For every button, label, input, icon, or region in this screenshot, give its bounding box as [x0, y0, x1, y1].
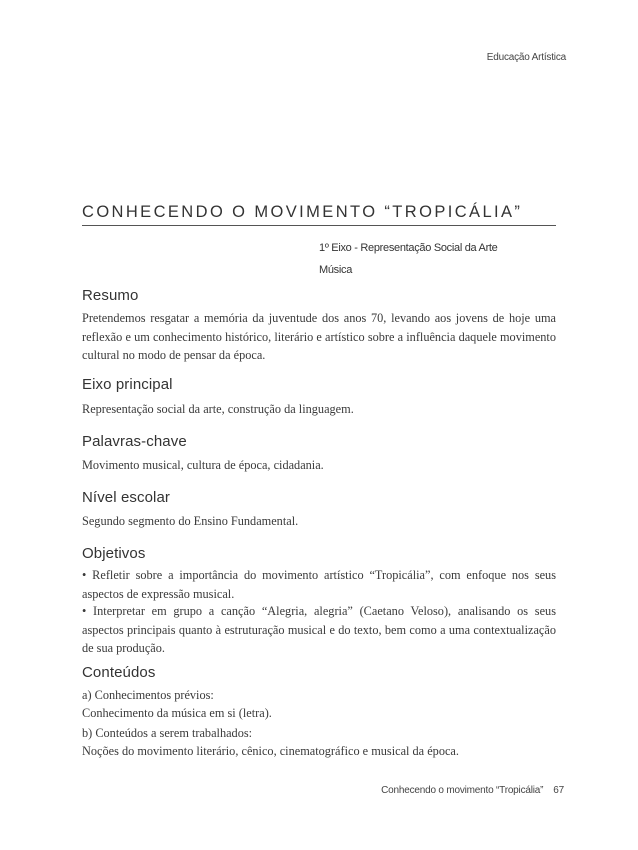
area-meta: Música: [319, 264, 353, 276]
eixo-principal-text: Representação social da arte, construção da linguagem.: [82, 402, 354, 416]
nivel-escolar-text: Segundo segmento do Ensino Fundamental.: [82, 514, 299, 528]
conteudos-line: Conhecimento da música em si (letra).: [82, 706, 272, 720]
footer-running-title: Conhecendo o movimento “Tropicália”: [381, 785, 544, 796]
objetivo-item: • Interpretar em grupo a canção “Alegria, alegria” (Caetano Veloso), analisando os seus aspectos principais quanto à estruturação musical e do texto, bem como a uma contextualização de sua produção.: [82, 604, 556, 655]
page-number: 67: [553, 785, 564, 796]
running-footer: [381, 785, 564, 796]
palavras-chave-text: Movimento musical, cultura de época, cidadania.: [82, 458, 324, 472]
heading-objetivos: Objetivos: [82, 545, 146, 562]
conteudos-line: b) Conteúdos a serem trabalhados:: [82, 726, 253, 740]
heading-eixo-principal: Eixo principal: [82, 376, 173, 393]
eixo-meta: 1º Eixo - Representação Social da Arte: [319, 242, 498, 254]
conteudos-line: Noções do movimento literário, cênico, cinematográfico e musical da época.: [82, 744, 459, 758]
conteudos-line: a) Conhecimentos prévios:: [82, 688, 214, 702]
running-header: Educação Artística: [486, 52, 566, 63]
objetivo-item: • Refletir sobre a importância do movimento artístico “Tropicália”, com enfoque nos seus aspectos de expressão musical.: [82, 568, 556, 601]
heading-nivel-escolar: Nível escolar: [82, 489, 170, 506]
page-title: CONHECENDO O MOVIMENTO “TROPICÁLIA”: [82, 203, 556, 226]
heading-conteudos: Conteúdos: [82, 664, 156, 681]
heading-resumo: Resumo: [82, 287, 139, 304]
resumo-text: Pretendemos resgatar a memória da juventude dos anos 70, levando aos jovens de hoje uma reflexão e um conhecimento histórico, literário e artístico sobre a influência daquele movimento cultural no modo de pensar da época.: [82, 311, 556, 362]
heading-palavras-chave: Palavras-chave: [82, 433, 187, 450]
